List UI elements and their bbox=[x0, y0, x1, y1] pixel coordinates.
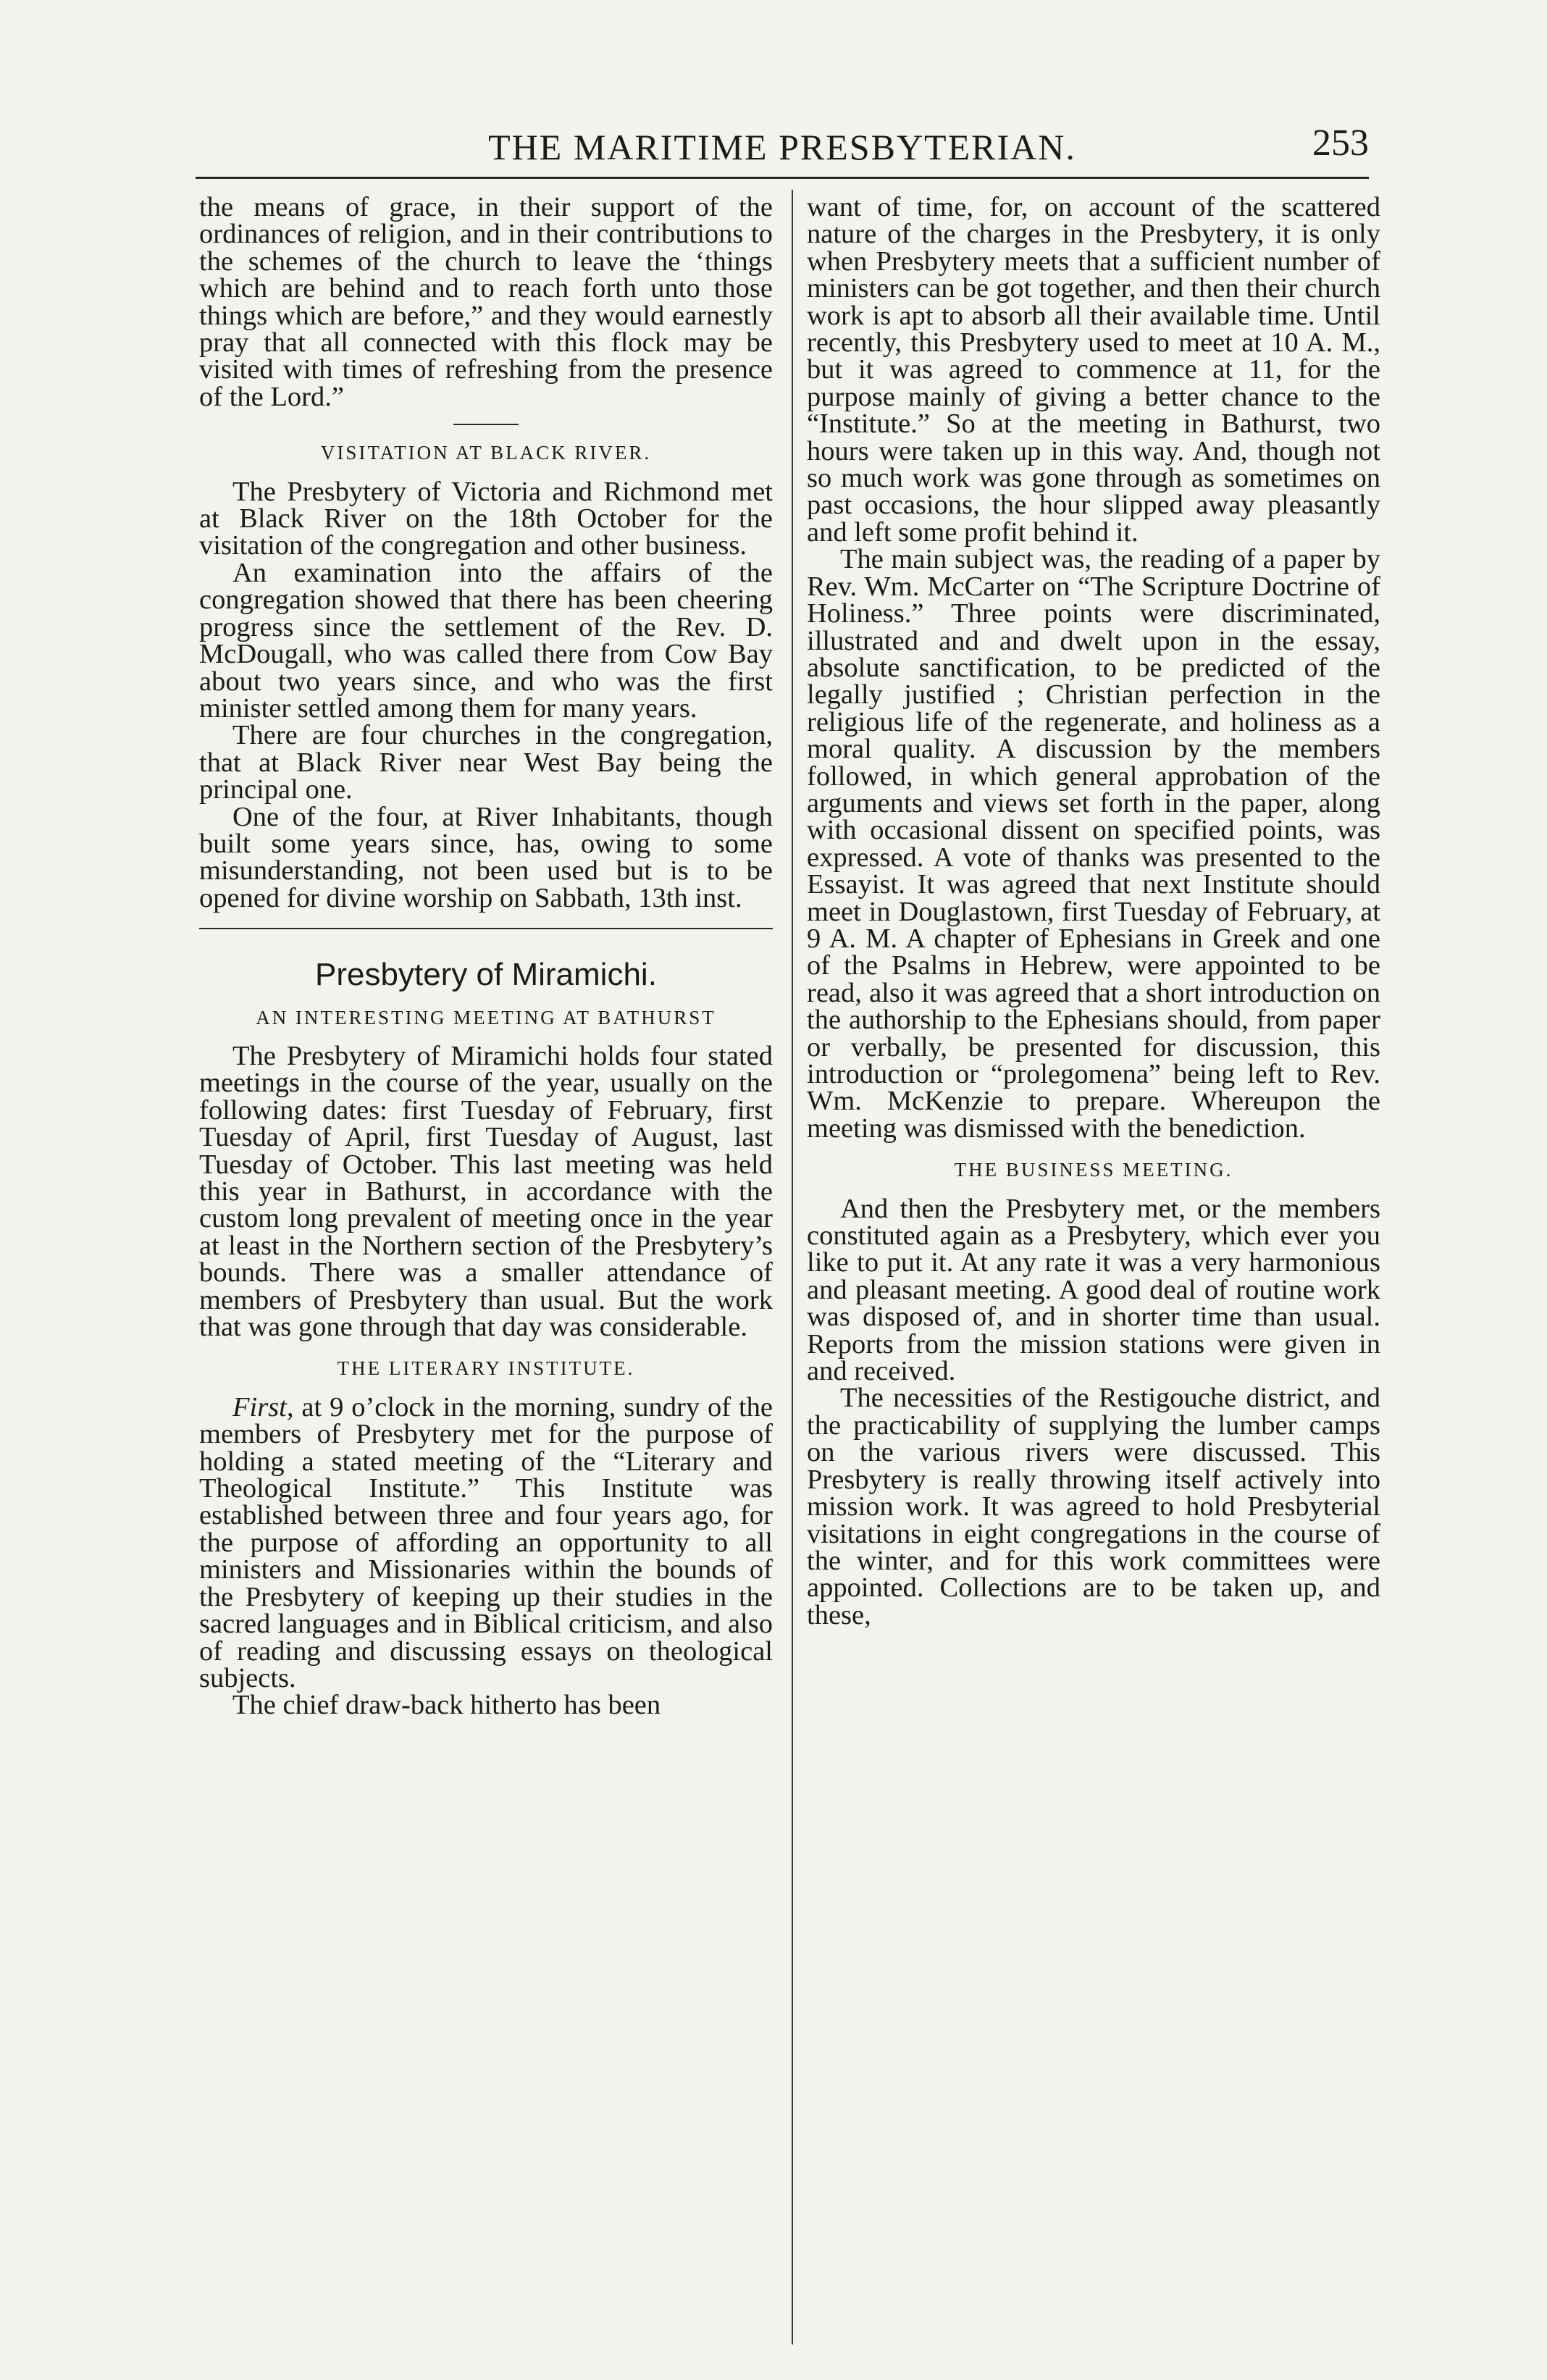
header-rule bbox=[196, 177, 1369, 179]
paragraph: The chief draw-back hitherto has been bbox=[232, 1690, 661, 1721]
paragraph: want of time, for, on account of the scattered nature of the charges in the Presbytery, it is only when Presbytery meets that a sufficient number of ministers can be got together, and then their church work is apt to absorb all their available time. Until recently, this Presbytery used to meet at 10 A. M., but it was agreed to commence at 11, for the purpose mainly of giving a better chance to the “Institute.” So at the meeting in Bathurst, two hours were taken up in this way. And, though not so much work was gone through as sometimes on past occasions, the hour slipped away pleasantly and left some profit behind it. bbox=[807, 192, 1380, 548]
short-divider bbox=[453, 424, 519, 425]
running-title: THE MARITIME PRESBYTERIAN. bbox=[488, 127, 1076, 167]
paragraph: And then the Presbytery met, or the members constituted again as a Presbytery, which ever you like to put it. At any rate it was a very harmonious and pleasant meeting. A good deal of routine work was disposed of, and in shorter time than usual. Reports from the mission stations were given in and received. bbox=[807, 1193, 1380, 1387]
page-header bbox=[196, 116, 1369, 168]
subhead-literary-institute: THE LITERARY INSTITUTE. bbox=[337, 1357, 635, 1380]
paragraph-text: at 9 o’clock in the morning, sundry of the members of Presbytery met for the purpose of holding a stated meeting of the “Literary and Theological Institute.” This Institute was established between three and four years ago, for the purpose of affording an opportunity to all ministers and Missionaries within the bounds of the Presbytery of keeping up their studies in the sacred languages and in Biblical criticism, and also of reading and discussing essays on theological subjects. bbox=[199, 1391, 773, 1693]
right-column bbox=[807, 194, 1380, 1629]
paragraph: the means of grace, in their support of the ordinances of religion, and in their contributions to the schemes of the church to leave the ‘things which are behind and to reach forth unto those things which are before,” and they would earnestly pray that all connected with this flock may be visited with times of refreshing from the presence of the Lord.” bbox=[199, 192, 773, 412]
paragraph: There are four churches in the congregation, that at Black River near West Bay being the principal one. bbox=[199, 720, 773, 805]
paragraph: One of the four, at River Inhabitants, though built some years since, has, owing to some misunderstanding, not been used but is to be opened for divine worship on Sabbath, 13th inst. bbox=[199, 801, 773, 913]
paragraph: The Presbytery of Victoria and Richmond met at Black River on the 18th October for the visitation of the congregation and other business. bbox=[199, 476, 773, 561]
section-title: Presbytery of Miramichi. bbox=[315, 957, 657, 993]
paragraph: An examination into the affairs of the congregation showed that there has been cheering progress since the settlement of the Rev. D. McDougall, who was called there from Cow Bay about two years since, and who was the first minister settled among them for many years. bbox=[199, 557, 773, 724]
paragraph: The main subject was, the reading of a paper by Rev. Wm. McCarter on “The Scripture Doctrine of Holiness.” Three points were discriminated, illustrated and and dwelt upon in the essay, absolute sanctification, to be predicted of the legally justified ; Christian perfection in the religious life of the regenerate, and holiness as a moral quality. A discussion by the members followed, in which general approbation of the arguments and views set forth in the paper, along with occasional dissent on specified points, was expressed. A vote of thanks was presented to the Essayist. It was agreed that next Institute should meet in Douglastown, first Tuesday of February, at 9 A. M. A chapter of Ephesians in Greek and one of the Psalms in Hebrew, were appointed to be read, also it was agreed that a short introduction on the authorship to the Ephesians should, from paper or verbally, be presented for discussion, this introduction or “prolegomena” being left to Rev. Wm. McKenzie to prepare. Whereupon the meeting was dismissed with the benediction. bbox=[807, 544, 1380, 1144]
subhead-bathurst: AN INTERESTING MEETING AT BATHURST bbox=[256, 1006, 716, 1028]
column-divider bbox=[792, 190, 793, 2345]
lead-word: First, bbox=[232, 1391, 294, 1422]
section-divider bbox=[199, 928, 773, 929]
paragraph bbox=[199, 1391, 773, 1693]
subhead-business-meeting: THE BUSINESS MEETING. bbox=[954, 1159, 1233, 1181]
paragraph: The Presbytery of Miramichi holds four stated meetings in the course of the year, usually on the following dates: first Tuesday of February, first Tuesday of April, first Tuesday of August, last Tuesday of October. This last meeting was held this year in Bathurst, in accordance with the custom long prevalent of meeting once in the year at least in the Northern section of the Presbytery’s bounds. There was a smaller attendance of members of Presbytery than usual. But the work that was gone through that day was considerable. bbox=[199, 1040, 773, 1343]
page-number: 253 bbox=[1312, 122, 1369, 164]
left-column bbox=[199, 194, 773, 1719]
subhead-visitation: VISITATION AT BLACK RIVER. bbox=[320, 442, 652, 464]
paragraph: The necessities of the Restigouche district, and the practicability of supplying the lumber camps on the various rivers were discussed. This Presbytery is really throwing itself actively into mission work. It was agreed to hold Presbyterial visitations in eight congregations in the course of the winter, and for this work committees were appointed. Collections are to be taken up, and these, bbox=[807, 1383, 1380, 1630]
